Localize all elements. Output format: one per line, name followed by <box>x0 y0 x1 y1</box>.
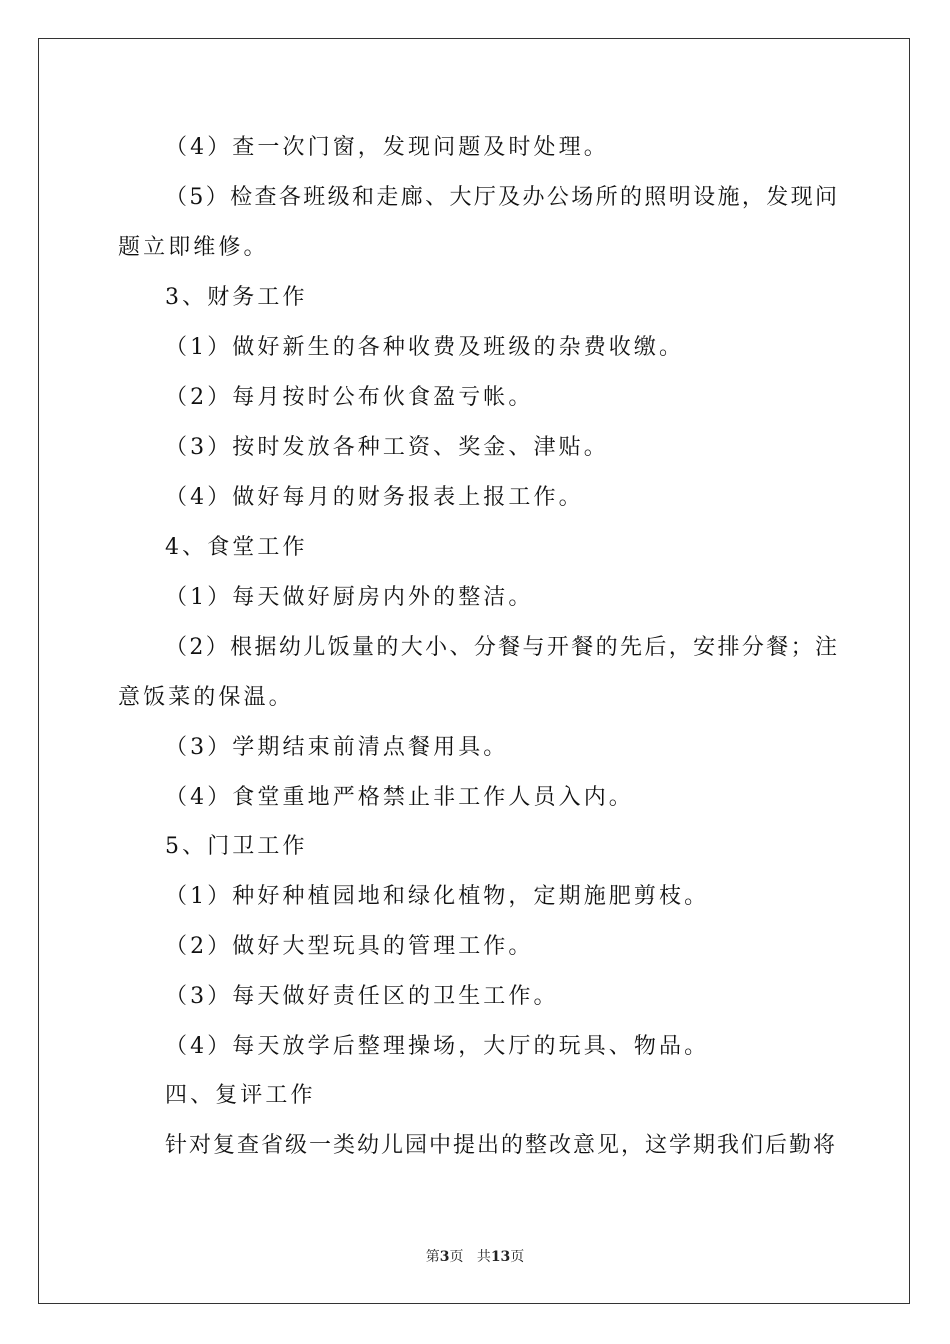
footer-total-unit: 页 <box>510 1249 525 1265</box>
section-heading: 四、复评工作 <box>165 1083 316 1108</box>
paragraph-line: 针对复查省级一类幼儿园中提出的整改意见，这学期我们后勤将 <box>165 1133 835 1158</box>
footer-page-unit: 页 <box>449 1249 464 1265</box>
page-frame <box>38 38 910 1304</box>
paragraph-line: （4）每天放学后整理操场，大厅的玩具、物品。 <box>165 1034 710 1059</box>
paragraph-line: （4）查一次门窗，发现问题及时处理。 <box>165 135 609 160</box>
section-heading: 5、门卫工作 <box>165 834 308 859</box>
paragraph-line: （5）检查各班级和走廊、大厅及办公场所的照明设施，发现问 <box>165 185 837 210</box>
section-heading: 4、食堂工作 <box>165 535 308 560</box>
section-heading: 3、财务工作 <box>165 285 308 310</box>
paragraph-line: （1）做好新生的各种收费及班级的杂费收缴。 <box>165 335 685 360</box>
paragraph-line: （2）根据幼儿饭量的大小、分餐与开餐的先后，安排分餐；注 <box>165 635 837 660</box>
footer-prefix: 第 <box>425 1249 440 1265</box>
paragraph-line: （3）学期结束前清点餐用具。 <box>165 735 509 760</box>
paragraph-line: （3）按时发放各种工资、奖金、津贴。 <box>165 435 609 460</box>
paragraph-line: （2）做好大型玩具的管理工作。 <box>165 934 534 959</box>
paragraph-line: 意饭菜的保温。 <box>118 685 294 710</box>
current-page-number: 3 <box>439 1249 450 1265</box>
paragraph-line: （4）做好每月的财务报表上报工作。 <box>165 485 584 510</box>
paragraph-line: （1）种好种植园地和绿化植物，定期施肥剪枝。 <box>165 884 710 909</box>
paragraph-line: （2）每月按时公布伙食盈亏帐。 <box>165 385 534 410</box>
footer-total-prefix: 共 <box>476 1249 491 1265</box>
page-footer <box>0 1247 950 1267</box>
paragraph-line: 题立即维修。 <box>118 235 269 260</box>
paragraph-line: （1）每天做好厨房内外的整洁。 <box>165 585 534 610</box>
paragraph-line: （4）食堂重地严格禁止非工作人员入内。 <box>165 785 634 810</box>
total-pages-number: 13 <box>490 1249 511 1265</box>
paragraph-line: （3）每天做好责任区的卫生工作。 <box>165 984 559 1009</box>
